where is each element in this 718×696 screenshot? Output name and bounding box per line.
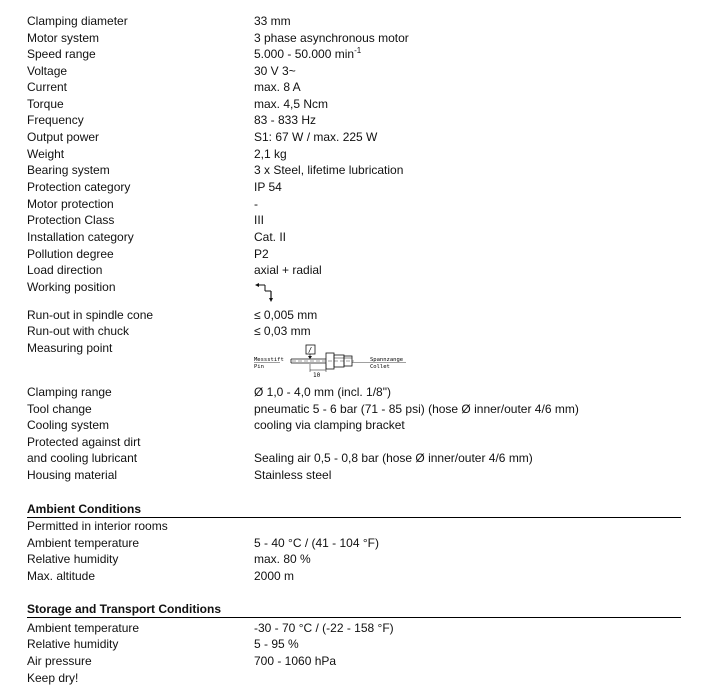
speed-range-value: 5.000 - 50.000 min (254, 47, 355, 61)
condition-label: Air pressure (27, 654, 92, 668)
spec-value: 3 phase asynchronous motor (254, 31, 409, 45)
spec-value: axial + radial (254, 263, 322, 277)
spec-value: 3 x Steel, lifetime lubrication (254, 163, 404, 177)
spec-label: Voltage (27, 64, 68, 78)
spec-label: Torque (27, 97, 64, 111)
dimension-label: 10 (313, 372, 321, 379)
spec-label: Installation category (27, 230, 134, 244)
condition-label: Permitted in interior rooms (27, 519, 168, 533)
spec-label: Motor system (27, 31, 100, 45)
spec-value: S1: 67 W / max. 225 W (254, 130, 378, 144)
spec-value: Stainless steel (254, 468, 332, 482)
spec-value: max. 8 A (254, 80, 301, 94)
pin-label-en: Pin (254, 364, 264, 370)
measuring-point-diagram (254, 342, 414, 380)
spec-label: Housing material (27, 468, 118, 482)
spec-label: Bearing system (27, 163, 110, 177)
spec-label: Clamping range (27, 385, 112, 399)
condition-label: Max. altitude (27, 569, 96, 583)
pin-label-de: Messstift (254, 357, 284, 363)
condition-value: -30 - 70 °C / (-22 - 158 °F) (254, 621, 394, 635)
condition-value: 2000 m (254, 569, 295, 583)
condition-value: 700 - 1060 hPa (254, 654, 337, 668)
condition-label: Ambient temperature (27, 621, 140, 635)
spec-label: Output power (27, 130, 100, 144)
spec-value: Ø 1,0 - 4,0 mm (incl. 1/8") (254, 385, 391, 399)
spec-value: Sealing air 0,5 - 0,8 bar (hose Ø inner/outer 4/6 mm) (254, 451, 533, 465)
spec-label: Protection category (27, 180, 131, 194)
collet-label-en: Collet (370, 364, 390, 370)
spec-value: 2,1 kg (254, 147, 287, 161)
condition-label: Relative humidity (27, 637, 119, 651)
condition-label: Keep dry! (27, 671, 79, 685)
spec-value: Cat. II (254, 230, 287, 244)
spec-label: Pollution degree (27, 247, 114, 261)
spec-label: Current (27, 80, 68, 94)
condition-label: Relative humidity (27, 552, 119, 566)
spec-label: Protected against dirt (27, 435, 141, 449)
collet-label-de: Spannzange (370, 357, 404, 363)
spec-label: Motor protection (27, 197, 114, 211)
storage-conditions-heading: Storage and Transport Conditions (27, 601, 681, 618)
condition-value: 5 - 95 % (254, 637, 299, 651)
spec-label: Protection Class (27, 213, 115, 227)
spec-label: Clamping diameter (27, 14, 128, 28)
spec-value: 83 - 833 Hz (254, 113, 317, 127)
spec-label: and cooling lubricant (27, 451, 138, 465)
spec-value: ≤ 0,005 mm (254, 308, 318, 322)
runout-symbol: / (308, 346, 313, 354)
spec-value: pneumatic 5 - 6 bar (71 - 85 psi) (hose Ø inner/outer 4/6 mm) (254, 402, 579, 416)
spec-label: Load direction (27, 263, 103, 277)
spec-value: IP 54 (254, 180, 282, 194)
spec-label: Tool change (27, 402, 92, 416)
spec-value: cooling via clamping bracket (254, 418, 405, 432)
spec-value: P2 (254, 247, 269, 261)
spec-value-speed (254, 46, 361, 62)
ambient-conditions-heading: Ambient Conditions (27, 501, 681, 518)
spec-value: max. 4,5 Ncm (254, 97, 329, 111)
working-position-icon (254, 282, 278, 304)
spec-value: - (254, 197, 258, 211)
spec-value: 30 V 3~ (254, 64, 296, 78)
spec-label: Run-out in spindle cone (27, 308, 154, 322)
spec-value: ≤ 0,03 mm (254, 324, 311, 338)
spec-label: Working position (27, 280, 116, 294)
spec-label: Measuring point (27, 341, 113, 355)
spec-label: Run-out with chuck (27, 324, 130, 338)
speed-unit-exponent: -1 (354, 46, 362, 55)
spec-value: III (254, 213, 265, 227)
condition-value: 5 - 40 °C / (41 - 104 °F) (254, 536, 379, 550)
spec-label: Frequency (27, 113, 84, 127)
condition-label: Ambient temperature (27, 536, 140, 550)
condition-value: max. 80 % (254, 552, 311, 566)
spec-label: Cooling system (27, 418, 110, 432)
spec-value: 33 mm (254, 14, 291, 28)
spec-label: Weight (27, 147, 65, 161)
spec-label: Speed range (27, 47, 96, 61)
